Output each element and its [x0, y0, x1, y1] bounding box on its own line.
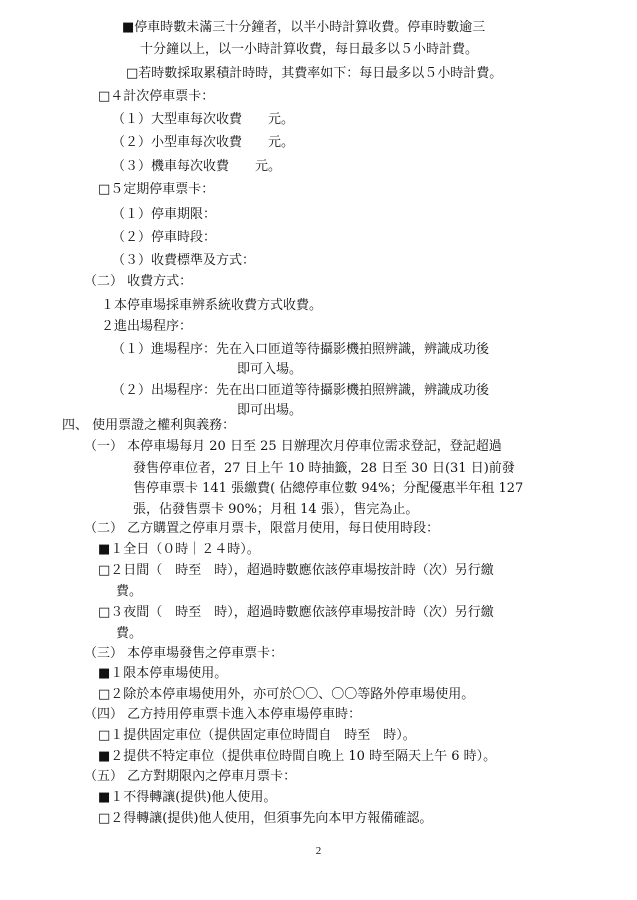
- text-line: □２得轉讓(提供)他人使用，但須事先向本甲方報備確認。: [98, 811, 433, 826]
- text-line: ■１不得轉讓(提供)他人使用。: [98, 790, 277, 805]
- text-line: □１提供固定車位（提供固定車位時間自 時至 時）。: [98, 728, 416, 743]
- text-line: ２進出場程序：: [101, 319, 193, 334]
- text-line: ■１全日（０時｜２４時）。: [98, 542, 260, 557]
- text-line: 發售停車位者，27 日上午 10 時抽籤，28 日至 30 日(31 日)前發: [133, 461, 515, 476]
- text-line: （一） 本停車場每月 20 日至 25 日辦理次月停車位需求登記，登記超過: [84, 439, 502, 454]
- text-line: （３）收費標準及方式：: [112, 253, 256, 268]
- section-heading: （五） 乙方對期限內之停車月票卡：: [84, 769, 297, 784]
- text-line: ■停車時數未滿三十分鐘者，以半小時計算收費。停車時數逾三: [122, 20, 486, 35]
- text-line: 十分鐘以上，以一小時計算收費，每日最多以５小時計費。: [140, 42, 479, 57]
- text-line: □４計次停車票卡：: [98, 89, 215, 104]
- section-heading: （四） 乙方持用停車票卡進入本停車場停車時：: [84, 707, 362, 722]
- text-line: （１）停車期限：: [112, 207, 217, 222]
- text-line: （２）出場程序：先在出口匝道等待攝影機拍照辨識，辨識成功後: [112, 383, 490, 398]
- text-line: （３）機車每次收費 元。: [112, 159, 282, 174]
- text-line: □２日間（ 時至 時），超過時數應依該停車場按計時（次）另行繳: [98, 563, 494, 578]
- section-heading: （三） 本停車場發售之停車票卡：: [84, 646, 284, 661]
- text-line: □３夜間（ 時至 時），超過時數應依該停車場按計時（次）另行繳: [98, 605, 494, 620]
- text-line: （２）停車時段：: [112, 230, 217, 245]
- text-line: （１）大型車每次收費 元。: [112, 112, 295, 127]
- text-line: □２除於本停車場使用外，亦可於〇〇、〇〇等路外停車場使用。: [98, 687, 475, 702]
- text-line: 張，佔發售票卡 90%；月租 14 張），售完為止。: [133, 502, 419, 517]
- text-line: 即可入場。: [237, 362, 303, 377]
- text-line: １本停車場採車辨系統收費方式收費。: [101, 298, 323, 313]
- text-line: 費。: [116, 584, 143, 599]
- section-heading: （二） 乙方購置之停車月票卡，限當月使用，每日使用時段：: [84, 521, 440, 536]
- text-line: （１）進場程序：先在入口匝道等待攝影機拍照辨識，辨識成功後: [112, 342, 490, 357]
- text-line: ■１限本停車場使用。: [98, 666, 228, 681]
- text-line: 費。: [116, 626, 143, 641]
- chapter-heading: 四、 使用票證之權利與義務：: [62, 418, 236, 433]
- text-line: □若時數採取累積計時時，其費率如下：每日最多以５小時計費。: [126, 66, 503, 81]
- text-line: 售停車票卡 141 張繳費( 佔總停車位數 94%；分配優惠半年租 127: [133, 481, 524, 496]
- text-line: ■２提供不特定車位（提供車位時間自晚上 10 時至隔天上午 6 時）。: [98, 749, 497, 764]
- text-line: □５定期停車票卡：: [98, 182, 215, 197]
- text-line: （２）小型車每次收費 元。: [112, 135, 295, 150]
- text-line: 即可出場。: [237, 403, 303, 418]
- section-heading: （二） 收費方式：: [84, 274, 193, 289]
- page-number: 2: [315, 845, 322, 857]
